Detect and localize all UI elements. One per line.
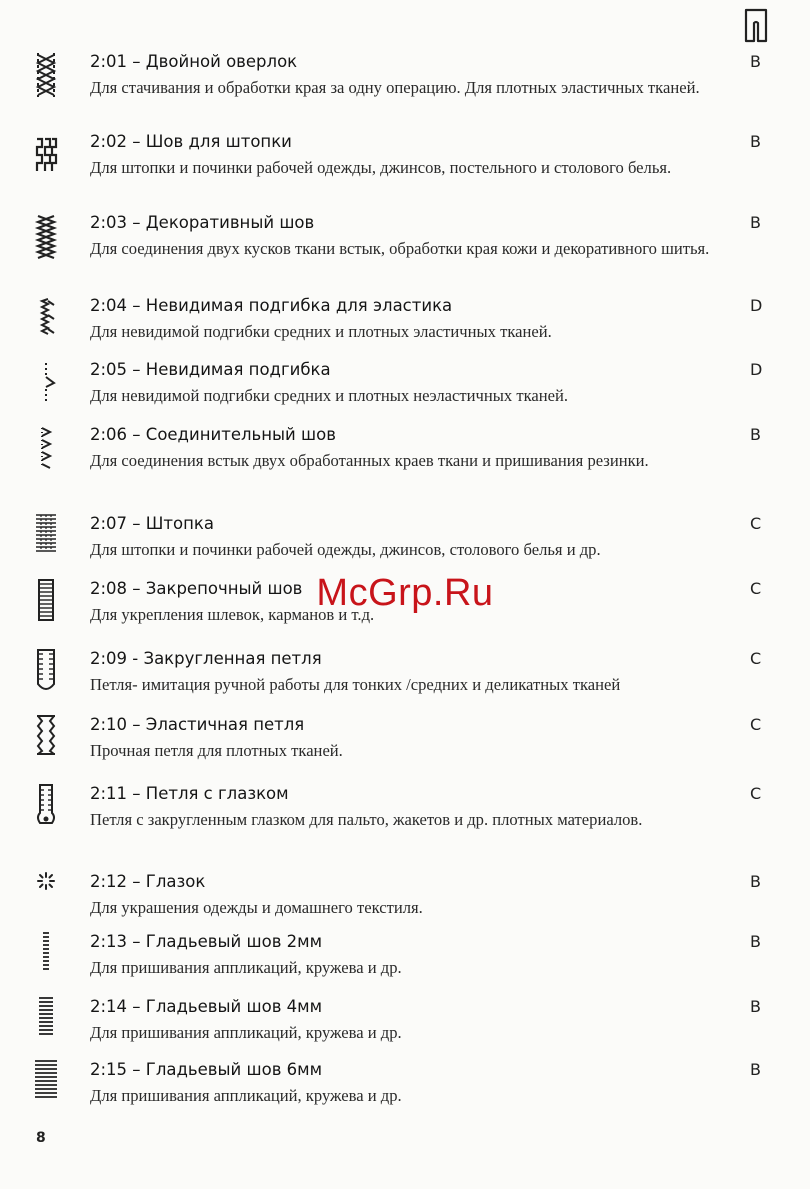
stitch-title: 2:05 – Невидимая подгибка [90, 360, 331, 379]
darning-block-icon [34, 513, 58, 561]
stitch-description: Для штопки и починки рабочей одежды, джинсов, постельного и столового белья. [90, 158, 672, 177]
stitch-title: 2:06 – Соединительный шов [90, 425, 336, 444]
stitch-title: 2:04 – Невидимая подгибка для эластика [90, 296, 453, 315]
stitch-description: Для укрепления шлевок, карманов и т.д. [90, 605, 375, 624]
page-number: 8 [36, 1130, 46, 1146]
presser-foot-letter: C [750, 784, 762, 803]
presser-foot-letter: B [750, 213, 761, 232]
stitch-description: Для соединения встык двух обработанных краев ткани и пришивания резинки. [90, 451, 649, 470]
stitch-description: Для украшения одежды и домашнего текстиля. [90, 898, 423, 917]
stitch-description: Для соединения двух кусков ткани встык, обработки края кожи и декоративного шитья. [90, 239, 710, 258]
presser-foot-letter: B [750, 872, 761, 891]
presser-foot-letter: B [750, 52, 761, 71]
presser-foot-letter: D [750, 360, 763, 379]
bartack-stitch-icon [34, 578, 58, 626]
darning-stitch-icon [34, 131, 58, 179]
presser-foot-letter: B [750, 997, 761, 1016]
blind-hem-stitch-icon [34, 359, 58, 407]
stitch-title: 2:12 – Глазок [90, 872, 206, 891]
stitch-description: Для штопки и починки рабочей одежды, джинсов, столового белья и др. [90, 540, 601, 559]
stitch-title: 2:08 – Закрепочный шов [90, 579, 303, 598]
presser-foot-letter: B [750, 425, 761, 444]
presser-foot-letter: C [750, 579, 762, 598]
satin-stitch-6mm-icon [34, 1059, 58, 1107]
watermark: McGrp.Ru [316, 572, 494, 614]
elastic-blind-hem-stitch-icon [34, 295, 58, 343]
stitch-description: Прочная петля для плотных тканей. [90, 741, 343, 760]
stitch-description: Петля- имитация ручной работы для тонких /средних и деликатных тканей [90, 675, 621, 694]
stitch-description: Для невидимой подгибки средних и плотных неэластичных тканей. [90, 386, 569, 405]
stitch-title: 2:03 – Декоративный шов [90, 213, 315, 232]
eyelet-icon [34, 871, 58, 919]
stitch-title: 2:02 – Шов для штопки [90, 132, 292, 151]
stitch-title: 2:14 – Гладьевый шов 4мм [90, 997, 323, 1016]
presser-foot-letter: B [750, 1060, 761, 1079]
joining-stitch-icon [34, 424, 58, 472]
satin-stitch-2mm-icon [34, 931, 58, 979]
stitch-description: Для невидимой подгибки средних и плотных эластичных тканей. [90, 322, 552, 341]
presser-foot-letter: C [750, 715, 762, 734]
rounded-buttonhole-icon [34, 648, 58, 696]
double-overlock-stitch-icon [34, 51, 58, 99]
stitch-description: Для пришивания аппликаций, кружева и др. [90, 1023, 402, 1042]
presser-foot-icon [743, 8, 769, 44]
stitch-description: Для пришивания аппликаций, кружева и др. [90, 1086, 402, 1105]
presser-foot-letter: C [750, 649, 762, 668]
stitch-title: 2:01 – Двойной оверлок [90, 52, 298, 71]
stitch-description: Для пришивания аппликаций, кружева и др. [90, 958, 402, 977]
satin-stitch-4mm-icon [34, 996, 58, 1044]
keyhole-buttonhole-icon [34, 783, 58, 831]
stitch-title: 2:13 – Гладьевый шов 2мм [90, 932, 323, 951]
presser-foot-letter: B [750, 132, 761, 151]
stitch-description: Для стачивания и обработки края за одну операцию. Для плотных эластичных тканей. [90, 78, 700, 97]
stitch-title: 2:10 – Эластичная петля [90, 715, 305, 734]
presser-foot-letter: C [750, 514, 762, 533]
stitch-title: 2:11 – Петля с глазком [90, 784, 289, 803]
stitch-title: 2:09 - Закругленная петля [90, 649, 322, 668]
stitch-title: 2:15 – Гладьевый шов 6мм [90, 1060, 323, 1079]
stretch-buttonhole-icon [34, 714, 58, 762]
stitch-description: Петля с закругленным глазком для пальто, жакетов и др. плотных материалов. [90, 810, 643, 829]
stitch-title: 2:07 – Штопка [90, 514, 215, 533]
decorative-stitch-icon [34, 212, 58, 260]
presser-foot-letter: D [750, 296, 763, 315]
presser-foot-letter: B [750, 932, 761, 951]
